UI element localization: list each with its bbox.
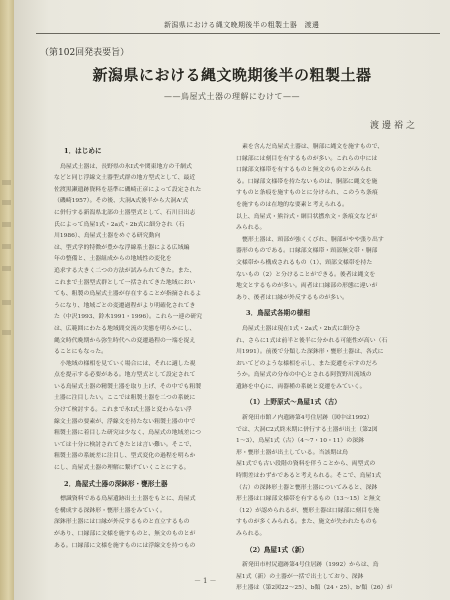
text-line: 口縁部には刻目を有するものが多い。これらの中には — [236, 155, 378, 162]
text-line: 文様帯から構成されるもの（1）、頸部文様帯を持た — [236, 259, 373, 266]
text-line: があり、口縁部に文様を施すものと、無文のものとが — [54, 531, 196, 537]
text-line: おいてどのような様相を示し、また変遷を示すのだろ — [236, 360, 378, 367]
text-line: いては十分に検討されてきたとは言い難い。そこで、 — [54, 441, 196, 448]
text-line: 1～3）、鳥屋1式（古）（4～7・10・11）の深鉢 — [236, 438, 364, 445]
text-line: 深鉢形土器には口縁が外反するものと直立するもの — [54, 519, 190, 526]
text-line: 佐渡黒瀬遺跡資料を基準に磯崎正彦によって設定された — [54, 186, 202, 193]
subsection-heading: （2）鳥屋1式（新） — [246, 545, 308, 554]
text-line: 標識資料である鳥屋遺跡出土土器をもとに、鳥屋式 — [60, 496, 196, 503]
section-heading: 1．はじめに — [64, 147, 102, 155]
presentation-notice: （第102回発表要旨） — [40, 48, 130, 58]
text-line: た（中沢1993、鈴木1991・1996）。これら一連の研究 — [54, 314, 203, 321]
left-column — [54, 142, 218, 552]
text-line: あり、後者は口縁が外反するものが多い。 — [236, 294, 348, 301]
text-line: にし、鳥屋式土器の理解に繋げていくことにする。 — [54, 465, 190, 472]
text-line: ないもの（2）と分けることができる。後者は縄文を — [236, 271, 376, 278]
text-line: 時期差はわずかであると考えられる。そこで、鳥屋1式 — [236, 473, 382, 480]
text-line: は、型式学的特徴が豊かな浮線系土器による広域編 — [54, 244, 190, 251]
text-line: 形・甕形土器が出土している。当該期は鳥 — [236, 449, 348, 456]
paragraph — [236, 142, 400, 235]
text-line: うか。鳥屋式の分布の中心とされる阿賀野川流域の — [236, 372, 372, 379]
text-line: 追求する大きく二つの方法が試みられてきた。また、 — [54, 267, 196, 274]
text-line: 点を提示する必要がある。地方型式として設定されて — [54, 372, 196, 379]
text-line: る。口縁部文様帯を持たないものは、胴部に縄文を施 — [236, 178, 378, 185]
text-line: みられる。 — [236, 531, 266, 537]
paragraph — [54, 162, 218, 359]
running-head: 新潟県における縄文晩期後半の粗製土器 渡邊 — [164, 21, 320, 29]
text-line: などと同じ浮線文土器型式群の地方型式として、最近 — [54, 175, 196, 182]
text-line: 粗製土器に着目した研究は少なく、鳥屋式の地域差につ — [54, 430, 202, 437]
text-line: 遺跡を中心に、両器種の系統と変遷をみていく。 — [236, 383, 366, 390]
text-line: 線文土器の要素が、浮線文を持たない粗製土器の中で — [54, 418, 196, 425]
text-line: 甕形土器は、頸部が強くくびれ、胴部がやや張り出す — [242, 236, 384, 243]
text-line: 口縁部文様帯を有するものと無文のものとがみられ — [236, 167, 372, 174]
paragraph — [236, 560, 400, 595]
text-line: ある。口縁部に文様を施すものには浮線文を持つもの — [54, 542, 196, 549]
text-line: は、広範囲にわたる地域間交流の実態を明らかにし、 — [54, 325, 196, 332]
text-line: 以上、鳥屋式・熊谷式・網目状撚糸文・条痕文などが — [236, 213, 378, 220]
text-line: 川1986）、鳥屋式土器をめぐる研究動向 — [54, 233, 161, 240]
document-page — [14, 0, 450, 600]
text-line: うになり、地域ごとの変遷過程がより明確化されてき — [54, 302, 196, 309]
text-line: （古）の深鉢形土器と甕形土器についてみると、深鉢 — [236, 484, 378, 491]
text-line: 縄文時代晩期から弥生時代への変遷過程の一端を捉え — [54, 337, 196, 344]
text-line: 形土器は（第2図22～25）、b類（24・25）、b'類（26）が — [236, 585, 393, 592]
paragraph — [236, 324, 400, 394]
text-line: れ、さらに1式は前半と後半に分かれる可能性が高い（石 — [236, 337, 388, 344]
text-line: すものと条痕を施すものとに分けられ、このうち条痕 — [236, 190, 378, 197]
text-line: を構成する深鉢形・甕形土器をみていく。 — [54, 507, 166, 514]
text-line: 屋1式（新）の土器が一括で出土しており、深鉢 — [236, 573, 364, 580]
text-line: これまで土器型式群として一括されてきた地域におい — [54, 279, 196, 286]
header-rule — [36, 33, 440, 34]
text-line: ても、粗製の鳥屋式土器が存在することが指摘されるよ — [54, 291, 202, 298]
text-line: 粗製土器の系統差に注目し、型式変化の過程を明らか — [54, 453, 196, 460]
text-line: に併行する新潟県北部の土器型式として、石川日出志 — [54, 209, 196, 216]
text-line: 屋1式でも古い段階の資料を伴うことから、両型式の — [236, 461, 376, 468]
text-line: ることにもなった。 — [54, 349, 108, 356]
author-name: 渡邊裕之 — [369, 121, 418, 131]
subsection-heading: （1）上野原式～鳥屋1式（古） — [246, 398, 341, 407]
text-line: （12）が認められるが、甕形土器は口縁部に刻目を施 — [236, 507, 379, 514]
paragraph — [54, 359, 218, 475]
text-line: 鳥屋式土器は、長野県の氷Ⅰ式や関東地方の千網式 — [60, 163, 192, 170]
text-line: 川1991）。前後で分類した深鉢形・甕形土器は、各式に — [236, 349, 384, 356]
paragraph — [236, 413, 400, 541]
text-line: を施すものは在地的な要素と考えられる。 — [236, 201, 348, 208]
text-line: （磯崎1957）。その後、大洞A式後半から大洞A'式 — [54, 198, 189, 205]
text-line: 新発田市村尻遺跡第4号住居跡（1992）からは、鳥 — [242, 562, 379, 569]
page-number: －1－ — [194, 577, 219, 585]
text-line: 鳥屋式土器は現在1式・2a式・2b式に細分さ — [242, 325, 361, 332]
text-line: すものが多くみられる。また、施文が失われたものも — [236, 519, 378, 526]
text-line: 分けて検討する。これまで氷Ⅰ式土器と変わらない浮 — [54, 407, 192, 414]
text-line: 形土器は口縁部文様帯を有するもの（13～15）と無文 — [236, 496, 381, 503]
text-line: 年の整備と、土器組成からの地域性の変化を — [54, 256, 172, 263]
text-line: 土器に注目したい。ここでは粗製土器を二つの系統に — [54, 395, 196, 402]
text-line: 小地域の様相を見ていく場合には、それに適した視 — [60, 360, 196, 367]
text-line: 氏によって鳥屋1式・2a式・2b式に細分され（石 — [54, 221, 185, 228]
text-line: 地文とするものが多い。両者は口縁部の形態に違いが — [236, 283, 378, 290]
paragraph — [54, 494, 218, 552]
text-line: 器形のものである。口縁部文様帯・頸部無文帯・胴部 — [236, 248, 378, 255]
text-line: では、大洞C2式終末期に併行する土器が出土（第2図 — [236, 426, 378, 433]
text-line: みられる。 — [236, 225, 266, 232]
paragraph — [236, 235, 400, 305]
section-heading: 2．鳥屋式土器の深鉢形・甕形土器 — [64, 479, 168, 488]
text-line: いる鳥屋式土器の精製土器を取り上げ、その中でも粗製 — [54, 383, 202, 390]
right-column — [236, 142, 400, 595]
text-line: 新発田市館ノ内遺跡第4号住居跡（図中は1992） — [242, 415, 373, 422]
section-heading: 3．鳥屋式各期の様相 — [246, 309, 310, 318]
previous-page-edge — [0, 0, 14, 600]
article-title: 新潟県における縄文晩期後半の粗製土器 — [92, 66, 372, 84]
article-subtitle: ——鳥屋式土器の理解にむけて—— — [164, 92, 300, 101]
text-line: 素を含んだ鳥屋式土器は、胴部に縄文を施すもので、 — [242, 144, 384, 150]
